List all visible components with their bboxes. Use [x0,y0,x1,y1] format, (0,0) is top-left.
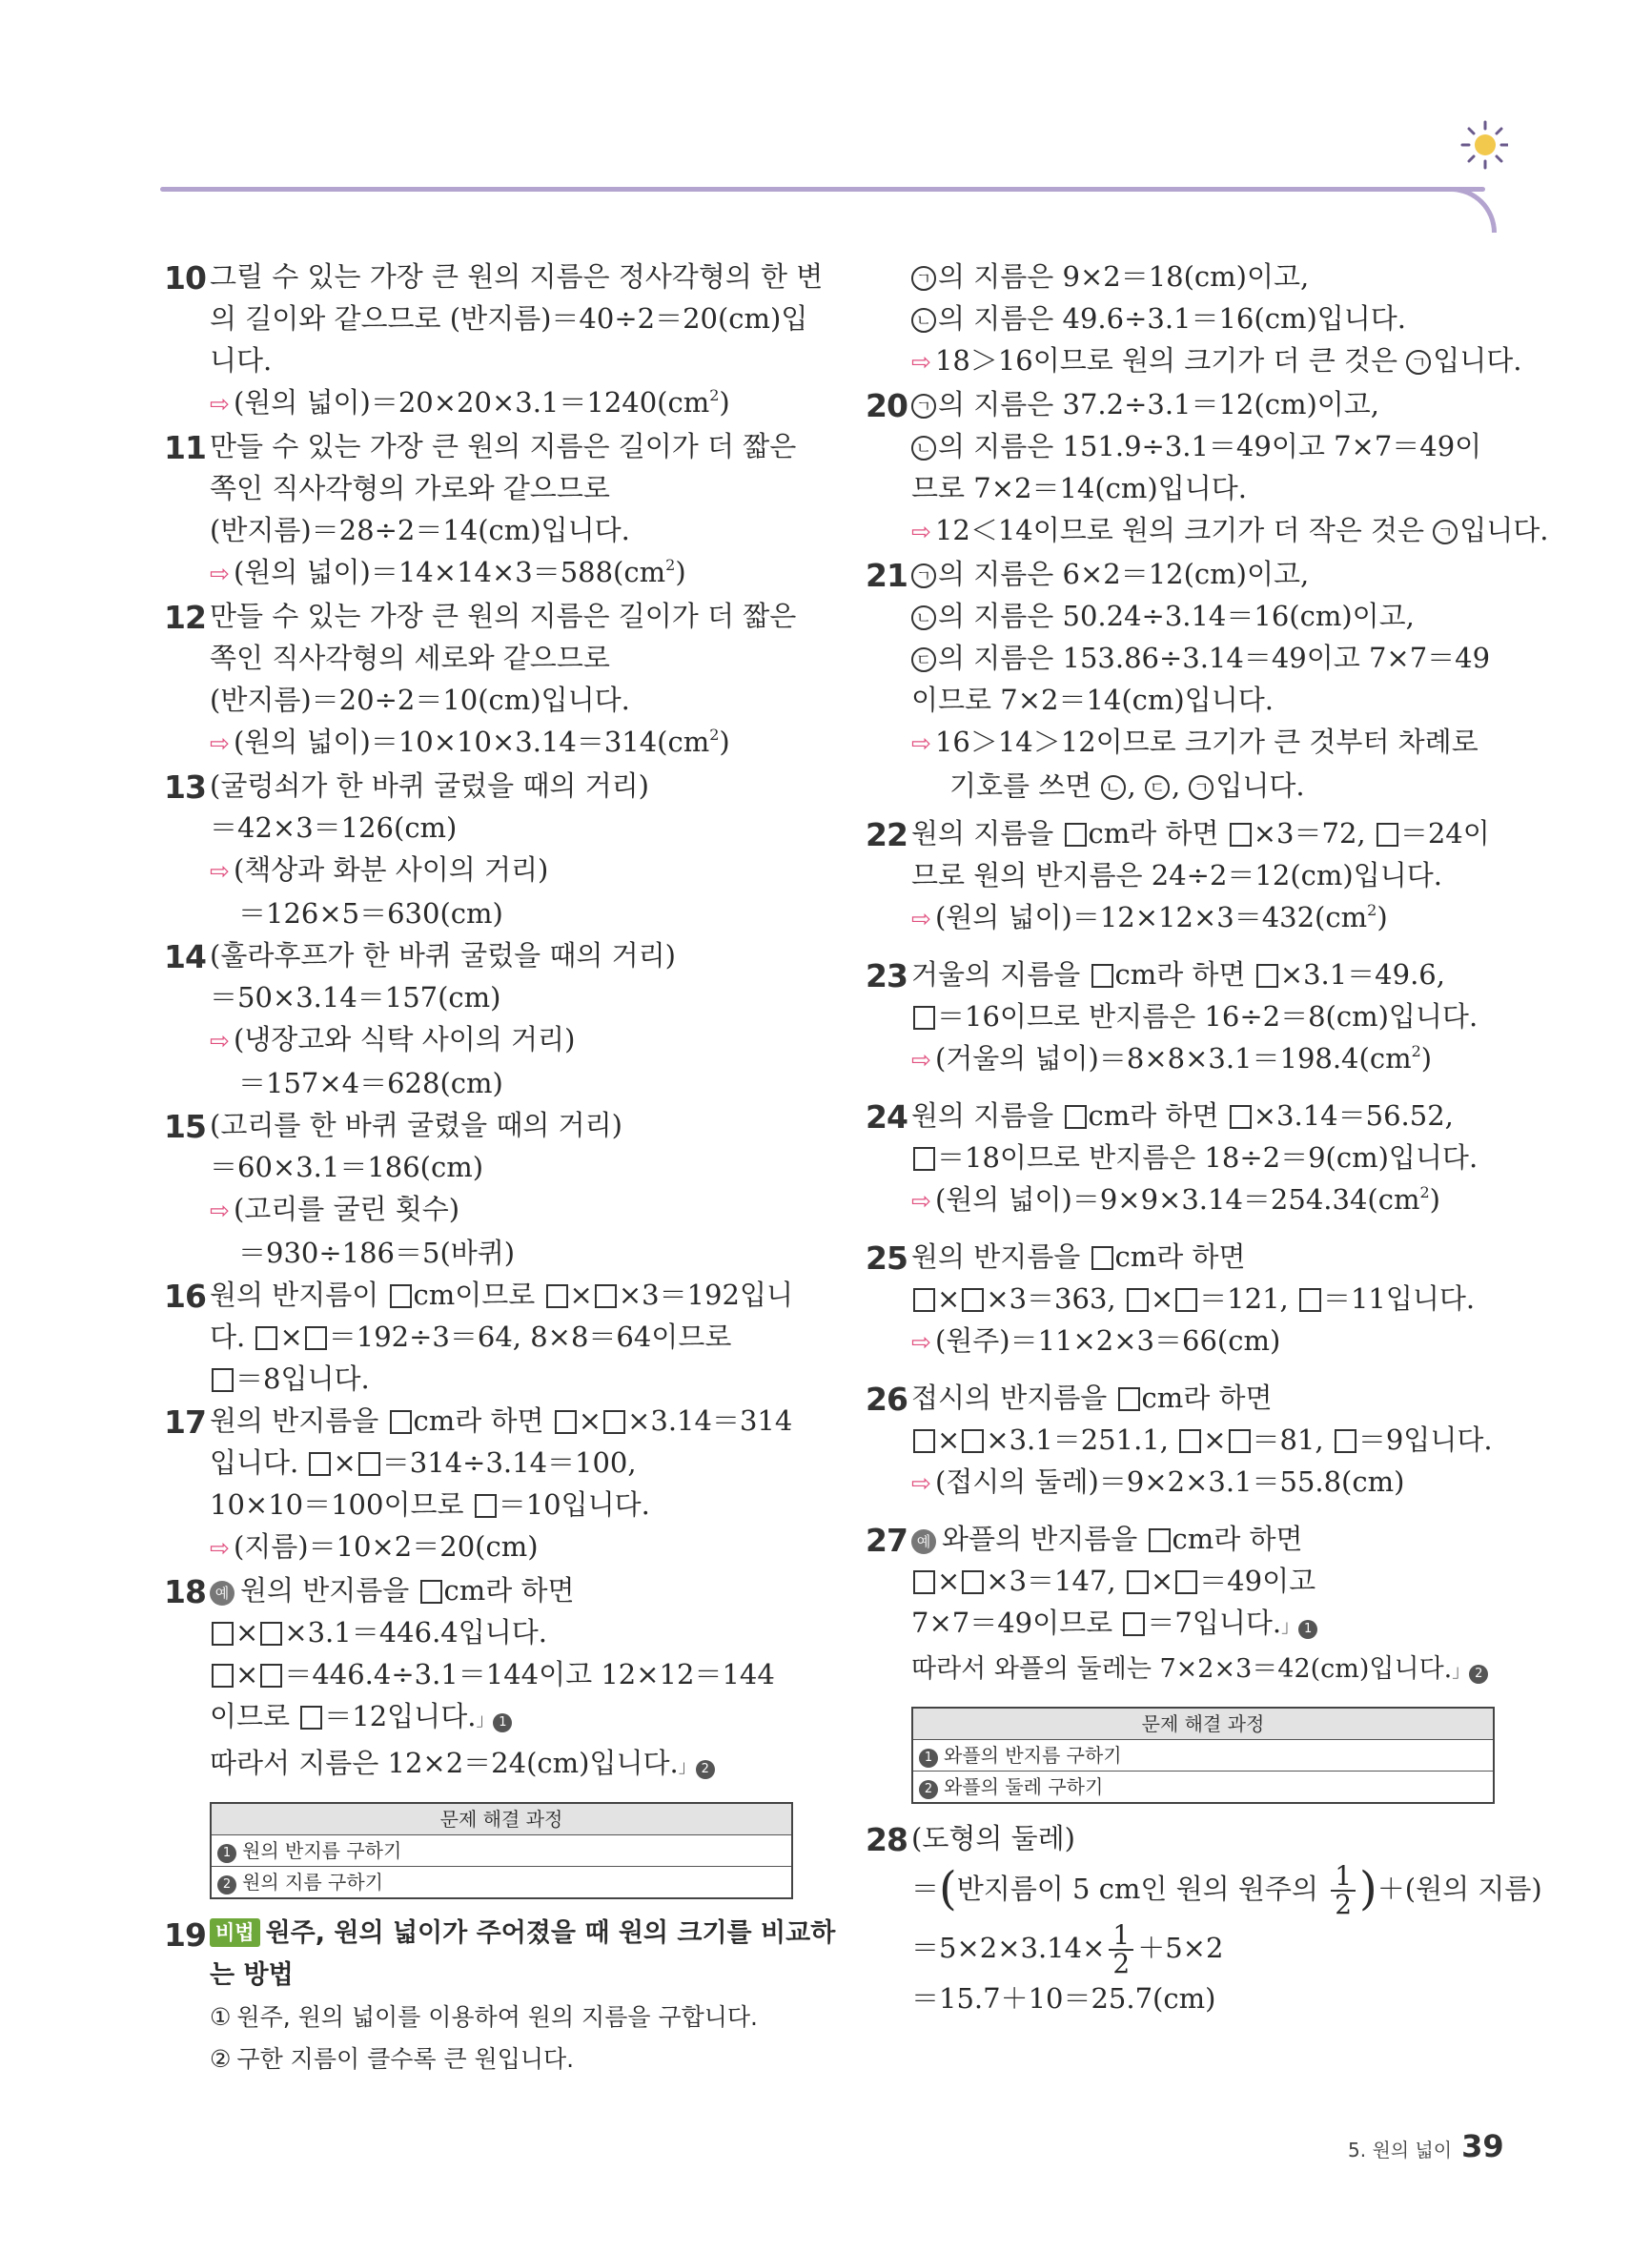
text-line: ㄱ 의 지름은 9×2＝18(cm)이고, [911,256,1495,297]
answer-line: ⇨ (접시의 둘레)＝9×2×3.1＝55.8(cm) [911,1465,1405,1498]
problem-10 [164,256,824,425]
page-number: 39 [1461,2128,1504,2164]
text-line: 는 방법 [210,1960,294,1990]
blank-box [420,1580,442,1604]
blank-box [260,1622,282,1646]
arrow-icon: ⇨ [911,729,931,757]
text-line: ㄱ 의 지름은 6×2＝12(cm)이고, [911,553,1495,595]
problem-number: 22 [866,816,908,853]
text-line: 예 원의 반지름을 cm라 하면 [210,1569,793,1611]
answer-line: ⇨ 12＜14이므로 원의 크기가 더 작은 것은 ㄱ 입니다. [911,514,1549,546]
problem-number: 15 [164,1108,206,1145]
blank-box [1299,1288,1321,1312]
blank-box [555,1410,577,1434]
table-row: 2 원의 지름 구하기 [211,1867,792,1899]
text-line: 니다. [210,344,273,377]
text-line: (반지름)＝20÷2＝10(cm)입니다. [210,684,630,716]
text-line: 원의 반지름이 cm이므로 × ×3＝192입니 [210,1279,793,1311]
blank-box [913,1006,935,1030]
problem-number: 14 [164,938,206,975]
scoring-table [911,1707,1495,1804]
fraction: $\frac{1}{2}$ [1109,1922,1133,1977]
arrow-icon: ⇨ [210,1534,230,1562]
arrow-icon: ⇨ [210,390,230,418]
step-badge: 1 [493,1713,512,1732]
text-line: 예 와플의 반지름을 cm라 하면 [911,1518,1495,1560]
arrow-icon: ⇨ [210,729,230,757]
problem-27 [866,1518,1495,1804]
arrow-icon: ⇨ [210,560,230,587]
text-line: 원의 반지름을 cm라 하면 [911,1240,1246,1273]
blank-box [260,1664,282,1688]
blank-box [1149,1528,1171,1552]
blank-box [1091,964,1113,988]
text-line: 만들 수 있는 가장 큰 원의 지름은 길이가 더 짧은 [210,600,797,632]
text-line: 이므로 ＝12입니다.」 1 [210,1695,793,1742]
blank-box [913,1147,935,1171]
blank-box [1065,1105,1087,1129]
arrow-icon: ⇨ [210,857,230,885]
text-line: ① 원주, 원의 넓이를 이용하여 원의 지름을 구합니다. [210,2003,758,2031]
answer-line: ⇨ (냉장고와 식탁 사이의 거리) [210,1023,576,1055]
example-badge: 예 [911,1529,936,1554]
step-badge: 1 [1298,1620,1317,1639]
problem-number: 26 [866,1381,908,1418]
blank-box [913,1570,935,1594]
page-footer [1348,2128,1504,2164]
answer-line: ⇨ (원주)＝11×2×3＝66(cm) [911,1324,1281,1357]
blank-box [390,1410,412,1434]
problem-14 [164,934,793,1104]
text-line: ㄴ 의 지름은 151.9÷3.1＝49이고 7×7＝49이 [911,425,1495,467]
blank-box [212,1368,234,1392]
problem-number: 10 [164,259,206,297]
blank-box [1065,823,1087,847]
text-line: ㄱ 의 지름은 37.2÷3.1＝12(cm)이고, [911,383,1495,425]
text-line: 이므로 7×2＝14(cm)입니다. [911,684,1274,716]
text-line: 기호를 쓰면 ㄴ , ㄷ , ㄱ 입니다. [949,769,1305,802]
arrow-icon: ⇨ [911,905,931,932]
problem-number: 12 [164,599,206,636]
text-line: ＝157×4＝628(cm) [238,1067,503,1099]
arrow-icon: ⇨ [210,1027,230,1055]
text-line: × ×3＝147, × ＝49이고 [911,1560,1495,1602]
problem-number: 28 [866,1821,908,1858]
blank-box [546,1284,568,1308]
answer-line: ⇨ (책상과 화분 사이의 거리) [210,853,549,886]
blank-box [1123,1612,1145,1636]
problem-19 [164,1913,836,2080]
answer-line: ⇨ (원의 넓이)$=9\times 9\times 3.14=254.34(cm^2)$ [911,1183,1440,1216]
text-line: ＝126×5＝630(cm) [238,897,503,930]
blank-box [1256,964,1278,988]
text-line: × ＝446.4÷3.1＝144이고 12×12＝144 [210,1653,793,1695]
text-line: (훌라후프가 한 바퀴 굴렀을 때의 거리) [210,939,676,972]
text-line: ＝18이므로 반지름은 18÷2＝9(cm)입니다. [911,1137,1495,1178]
text-line: ㄷ 의 지름은 153.86÷3.14＝49이고 7×7＝49 [911,637,1495,679]
answer-line: ⇨ (지름)＝10×2＝20(cm) [210,1530,539,1563]
blank-box [1118,1387,1140,1411]
blank-box [212,1664,234,1688]
problem-number: 23 [866,957,908,994]
problem-28 [866,1817,1542,2019]
arrow-icon: ⇨ [210,1197,230,1224]
text-line: × ×3.1＝446.4입니다. [210,1611,793,1653]
text-line: ＝5×2×3.14× $\frac{1}{2}$ ＋5×2 [911,1919,1224,1979]
blank-box [962,1288,984,1312]
arrow-icon: ⇨ [911,348,931,376]
text-line: 따라서 지름은 12×2＝24(cm)입니다.」 2 [210,1742,793,1789]
arrow-icon: ⇨ [911,1328,931,1356]
blank-box [1229,1429,1251,1453]
text-line: × ×3.1＝251.1, × ＝81, ＝9입니다. [911,1419,1495,1461]
answer-line: ⇨ 16＞14＞12이므로 크기가 큰 것부터 차례로 [911,726,1479,758]
text-line: (도형의 둘레) [911,1822,1075,1854]
text-line: 거울의 지름을 cm라 하면 ×3.1＝49.6, [911,958,1445,991]
problem-number: 13 [164,768,206,806]
text-line: ＝42×3＝126(cm) [210,811,458,844]
left-column [164,256,836,2080]
problem-number: 20 [866,387,908,424]
text-line: (고리를 한 바퀴 굴렸을 때의 거리) [210,1109,622,1141]
problem-15 [164,1104,793,1274]
problem-23 [866,953,1495,1081]
blank-box [962,1570,984,1594]
text-line: 10×10＝100이므로 ＝10입니다. [210,1488,650,1521]
text-line: ＝60×3.1＝186(cm) [210,1151,484,1183]
text-line: ㄴ 의 지름은 50.24÷3.14＝16(cm)이고, [911,595,1495,637]
problem-13 [164,765,793,934]
table-header: 문제 해결 과정 [912,1708,1494,1740]
scoring-table [210,1802,793,1899]
tip-badge: 비법 [210,1918,260,1947]
blank-box [1179,1429,1201,1453]
text-line: ＝15.7＋10＝25.7(cm) [911,1982,1216,2015]
blank-box [1127,1570,1149,1594]
blank-box [358,1452,380,1476]
text-line: 원의 반지름을 cm라 하면 × ×3.14＝314 [210,1404,793,1437]
sun-icon [1447,118,1508,179]
problem-number: 21 [866,557,908,594]
example-badge: 예 [210,1581,235,1606]
blank-box [255,1326,277,1350]
problem-number: 16 [164,1278,206,1315]
text-line: (반지름)＝28÷2＝14(cm)입니다. [210,514,630,546]
blank-box [1127,1288,1149,1312]
problem-17 [164,1400,793,1569]
fraction: $\frac{1}{2}$ [1331,1863,1356,1918]
blank-box [1377,823,1398,847]
table-row: 1 원의 반지름 구하기 [211,1835,792,1867]
text-line: ＝16이므로 반지름은 16÷2＝8(cm)입니다. [911,995,1495,1037]
text-line: ＝8입니다. [210,1358,793,1400]
header-curve [1430,187,1497,233]
text-line: 따라서 와플의 둘레는 7×2×3＝42(cm)입니다.」 2 [911,1649,1495,1693]
problem-18 [164,1569,793,1899]
text-line: 접시의 반지름을 cm라 하면 [911,1382,1273,1414]
blank-box [1175,1570,1197,1594]
arrow-icon: ⇨ [911,1469,931,1497]
blank-box [1335,1429,1356,1453]
arrow-icon: ⇨ [911,1046,931,1074]
text-line: (굴렁쇠가 한 바퀴 굴렀을 때의 거리) [210,769,649,802]
text-line: ＝930÷186＝5(바퀴) [238,1237,516,1269]
problem-11 [164,425,797,595]
text-line: 원의 지름을 cm라 하면 ×3＝72, ＝24이 [911,817,1490,850]
text-line: ㄴ 의 지름은 49.6÷3.1＝16(cm)입니다. [911,297,1495,339]
text-line: 만들 수 있는 가장 큰 원의 지름은 길이가 더 짧은 [210,430,797,462]
blank-box [300,1706,322,1730]
problem-22 [866,812,1495,940]
problem-19-continued [866,256,1522,383]
text-line: 7×7＝49이므로 ＝7입니다.」 1 [911,1602,1495,1649]
header-line [160,187,1485,192]
answer-line: ⇨ (원의 넓이)$=14\times 14\times 3=588(cm^2)$ [210,556,686,588]
text-line: 쪽인 직사각형의 가로와 같으므로 [210,472,610,504]
answer-line: ⇨ (거울의 넓이)$=8\times 8\times 3.1=198.4(cm^2)$ [911,1042,1433,1075]
problem-number: 17 [164,1403,206,1441]
problem-24 [866,1095,1495,1222]
text-line: 므로 원의 반지름은 24÷2＝12(cm)입니다. [911,859,1442,891]
text-line: ② 구한 지름이 클수록 큰 원입니다. [210,2045,575,2073]
problem-25 [866,1236,1495,1363]
step-badge: 2 [696,1760,715,1779]
problem-number: 18 [164,1573,206,1610]
table-row: 2 와플의 둘레 구하기 [912,1772,1494,1804]
blank-box [1175,1288,1197,1312]
blank-box [595,1284,617,1308]
text-line: 의 길이와 같으므로 (반지름)＝40÷2＝20(cm)입 [210,302,808,335]
answer-line: ⇨ (고리를 굴린 횟수) [210,1193,460,1225]
answer-line: ⇨ (원의 넓이)$=20\times 20\times 3.1=1240(cm^2)$ [210,386,730,419]
right-column [866,256,1549,2019]
blank-box [305,1326,327,1350]
text-line: ＝50×3.14＝157(cm) [210,981,501,1014]
arrow-icon: ⇨ [911,1187,931,1215]
table-row: 1 와플의 반지름 구하기 [912,1740,1494,1772]
problem-number: 25 [866,1239,908,1277]
text-line: 원의 지름을 cm라 하면 ×3.14＝56.52, [911,1099,1454,1132]
answer-line: ⇨ (원의 넓이)$=10\times 10\times 3.14=314(cm^2)$ [210,726,730,758]
problem-12 [164,595,797,765]
text-line: 쪽인 직사각형의 세로와 같으므로 [210,642,610,674]
step-badge: 2 [1469,1665,1488,1684]
text-line: 입니다. × ＝314÷3.14＝100, [210,1446,637,1479]
problem-number: 11 [164,429,206,466]
problem-20 [866,383,1549,553]
blank-box [603,1410,625,1434]
text-line: 그릴 수 있는 가장 큰 원의 지름은 정사각형의 한 변 [210,260,824,293]
blank-box [1230,1105,1252,1129]
problem-number: 19 [164,1916,206,1954]
blank-box [1091,1246,1113,1270]
section-title: 5. 원의 넓이 [1348,2139,1453,2161]
blank-box [1230,823,1252,847]
problem-16 [164,1274,793,1400]
text-line: 비법 원주, 원의 넓이가 주어졌을 때 원의 크기를 비교하 [210,1913,793,1955]
table-header: 문제 해결 과정 [211,1803,792,1835]
blank-box [962,1429,984,1453]
text-line: × ×3＝363, × ＝121, ＝11입니다. [911,1278,1495,1320]
blank-box [309,1452,331,1476]
text-line: ＝(반지름이 5 cm인 원의 원주의 $\frac{1}{2}$ )＋(원의 지름) [911,1860,1542,1920]
arrow-icon: ⇨ [911,518,931,545]
answer-line: ⇨ 18＞16이므로 원의 크기가 더 큰 것은 ㄱ 입니다. [911,344,1522,377]
problem-26 [866,1377,1495,1505]
text-line: 다. × ＝192÷3＝64, 8×8＝64이므로 [210,1321,732,1353]
blank-box [913,1429,935,1453]
text-line: 므로 7×2＝14(cm)입니다. [911,472,1247,504]
blank-box [390,1284,412,1308]
problem-21 [866,553,1495,807]
problem-number: 27 [866,1522,908,1559]
problem-number: 24 [866,1098,908,1136]
blank-box [913,1288,935,1312]
blank-box [475,1494,497,1518]
answer-line: ⇨ (원의 넓이)$=12\times 12\times 3=432(cm^2)$ [911,901,1388,933]
blank-box [212,1622,234,1646]
